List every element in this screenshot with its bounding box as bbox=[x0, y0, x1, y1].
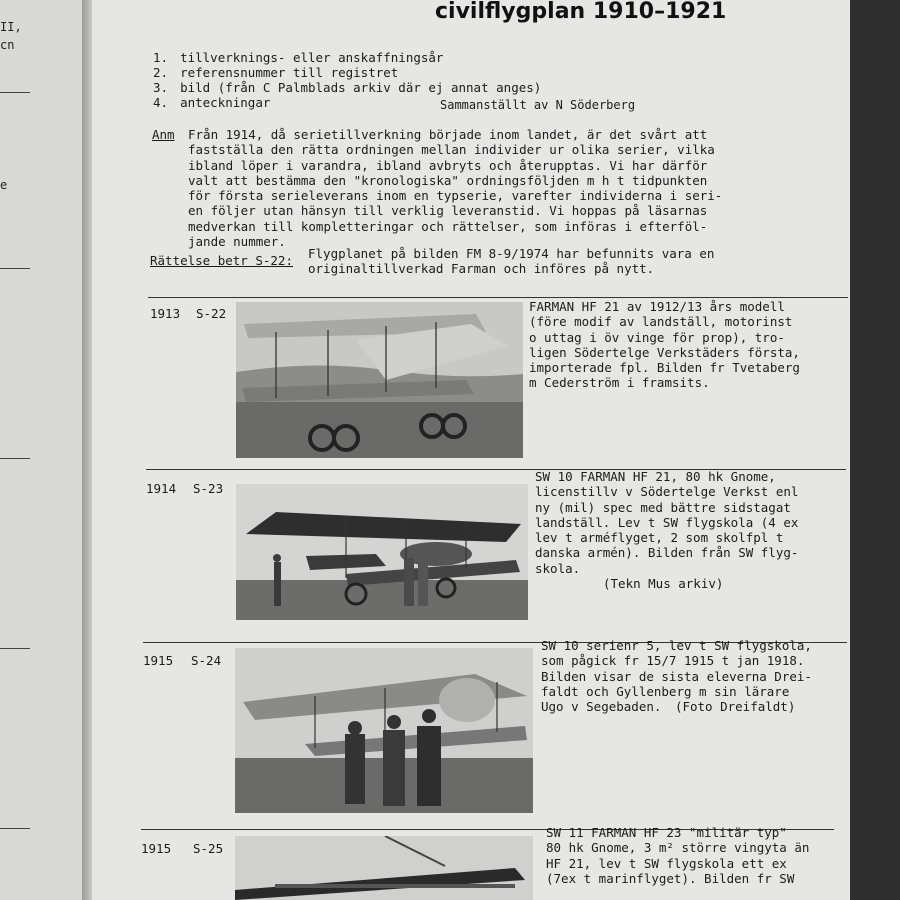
entry-description: FARMAN HF 21 av 1912/13 års modell (före modif av landställ, motorinst o uttag i öv vinge för prop), tro- ligen Södertelge Verkstäders första, importerade fpl. Bilden fr Tvetaberg m Cederström i framsits. bbox=[529, 299, 800, 391]
left-page-fragment: II, bbox=[0, 20, 22, 34]
entry-year: 1914 bbox=[146, 481, 177, 496]
aircraft-photo bbox=[236, 302, 523, 458]
entry-ref: S-24 bbox=[191, 653, 222, 668]
note-label: Anm bbox=[152, 127, 175, 142]
entry-year: 1915 bbox=[141, 841, 172, 856]
photo-credit: (Foto Dreifaldt) bbox=[674, 699, 796, 715]
left-page-rule bbox=[0, 828, 30, 829]
entry-year: 1913 bbox=[150, 306, 181, 321]
photo-credit: (Tekn Mus arkiv) bbox=[603, 576, 724, 592]
left-page-fragment: cn bbox=[0, 38, 15, 52]
note-text: Från 1914, då serietillverkning började inom landet, är det svårt att fastställa den rätta ordningen mellan individer ur olika serier, vilka ibland löper i varandra, ibland avbryts och återupptas. Vi har därför valt att bestämma den "kronologiska" ordningsföljden m h t tidpunkten för första serieleverans inom en typserie, varefter individerna i seri- en följer utan hänsyn till verklig leveranstid. Vi hoppas på läsarnas medverkan till kompletteringar och rättelser, som införas i efterföl- jande nummer. bbox=[188, 127, 723, 250]
page-title: civilflygplan 1910–1921 bbox=[435, 0, 727, 24]
entry-ref: S-25 bbox=[193, 841, 224, 856]
left-page-rule bbox=[0, 92, 30, 93]
left-page-rule bbox=[0, 458, 30, 459]
entry-description: SW 11 FARMAN HF 23 "militär typ" 80 hk Gnome, 3 m² större vingyta än HF 21, lev t SW flygskola ett ex (7ex t marinflyget). Bilden fr SW bbox=[546, 825, 810, 886]
entry-description: SW 10 serienr 5, lev t SW flygskola, som pågick fr 15/7 1915 t jan 1918. Bilden visar de sista eleverna Drei- faldt och Gyllenberg m sin lärare Ugo v Segebaden. (Foto Dreifaldt) bbox=[541, 638, 812, 715]
aircraft-photo bbox=[235, 836, 533, 900]
aircraft-photo bbox=[235, 648, 533, 813]
entry-description: SW 10 FARMAN HF 21, 80 hk Gnome, licenstillv v Södertelge Verkst enl ny (mil) spec med bättre sidstagat landställ. Lev t SW flygskola (4 ex lev t arméflyget, 2 som skolfpl t danska armén). Bilden från SW flyg- skola. (Tekn Mus arkiv) bbox=[535, 469, 845, 591]
book-gutter bbox=[82, 0, 92, 900]
entry-ref: S-22 bbox=[196, 306, 227, 321]
left-page-rule bbox=[0, 648, 30, 649]
background-edge bbox=[850, 0, 900, 900]
compiled-by: Sammanställt av N Söderberg bbox=[440, 98, 636, 112]
correction-text: Flygplanet på bilden FM 8-9/1974 har befunnits vara en originaltillverkad Farman och införes på nytt. bbox=[308, 246, 715, 277]
entry-ref: S-23 bbox=[193, 481, 224, 496]
entry-divider bbox=[148, 297, 848, 298]
legend-item: 3. bild (från C Palmblads arkiv där ej annat anges) bbox=[153, 80, 542, 95]
entry-year: 1915 bbox=[143, 653, 174, 668]
aircraft-photo bbox=[236, 484, 528, 620]
left-page-rule bbox=[0, 268, 30, 269]
legend-item: 2. referensnummer till registret bbox=[153, 65, 399, 80]
correction-label: Rättelse betr S-22: bbox=[150, 253, 293, 268]
previous-page bbox=[0, 0, 82, 900]
legend-item: 4. anteckningar bbox=[153, 95, 271, 110]
left-page-fragment: e bbox=[0, 178, 8, 192]
legend-item: 1. tillverknings- eller anskaffningsår bbox=[153, 50, 444, 65]
